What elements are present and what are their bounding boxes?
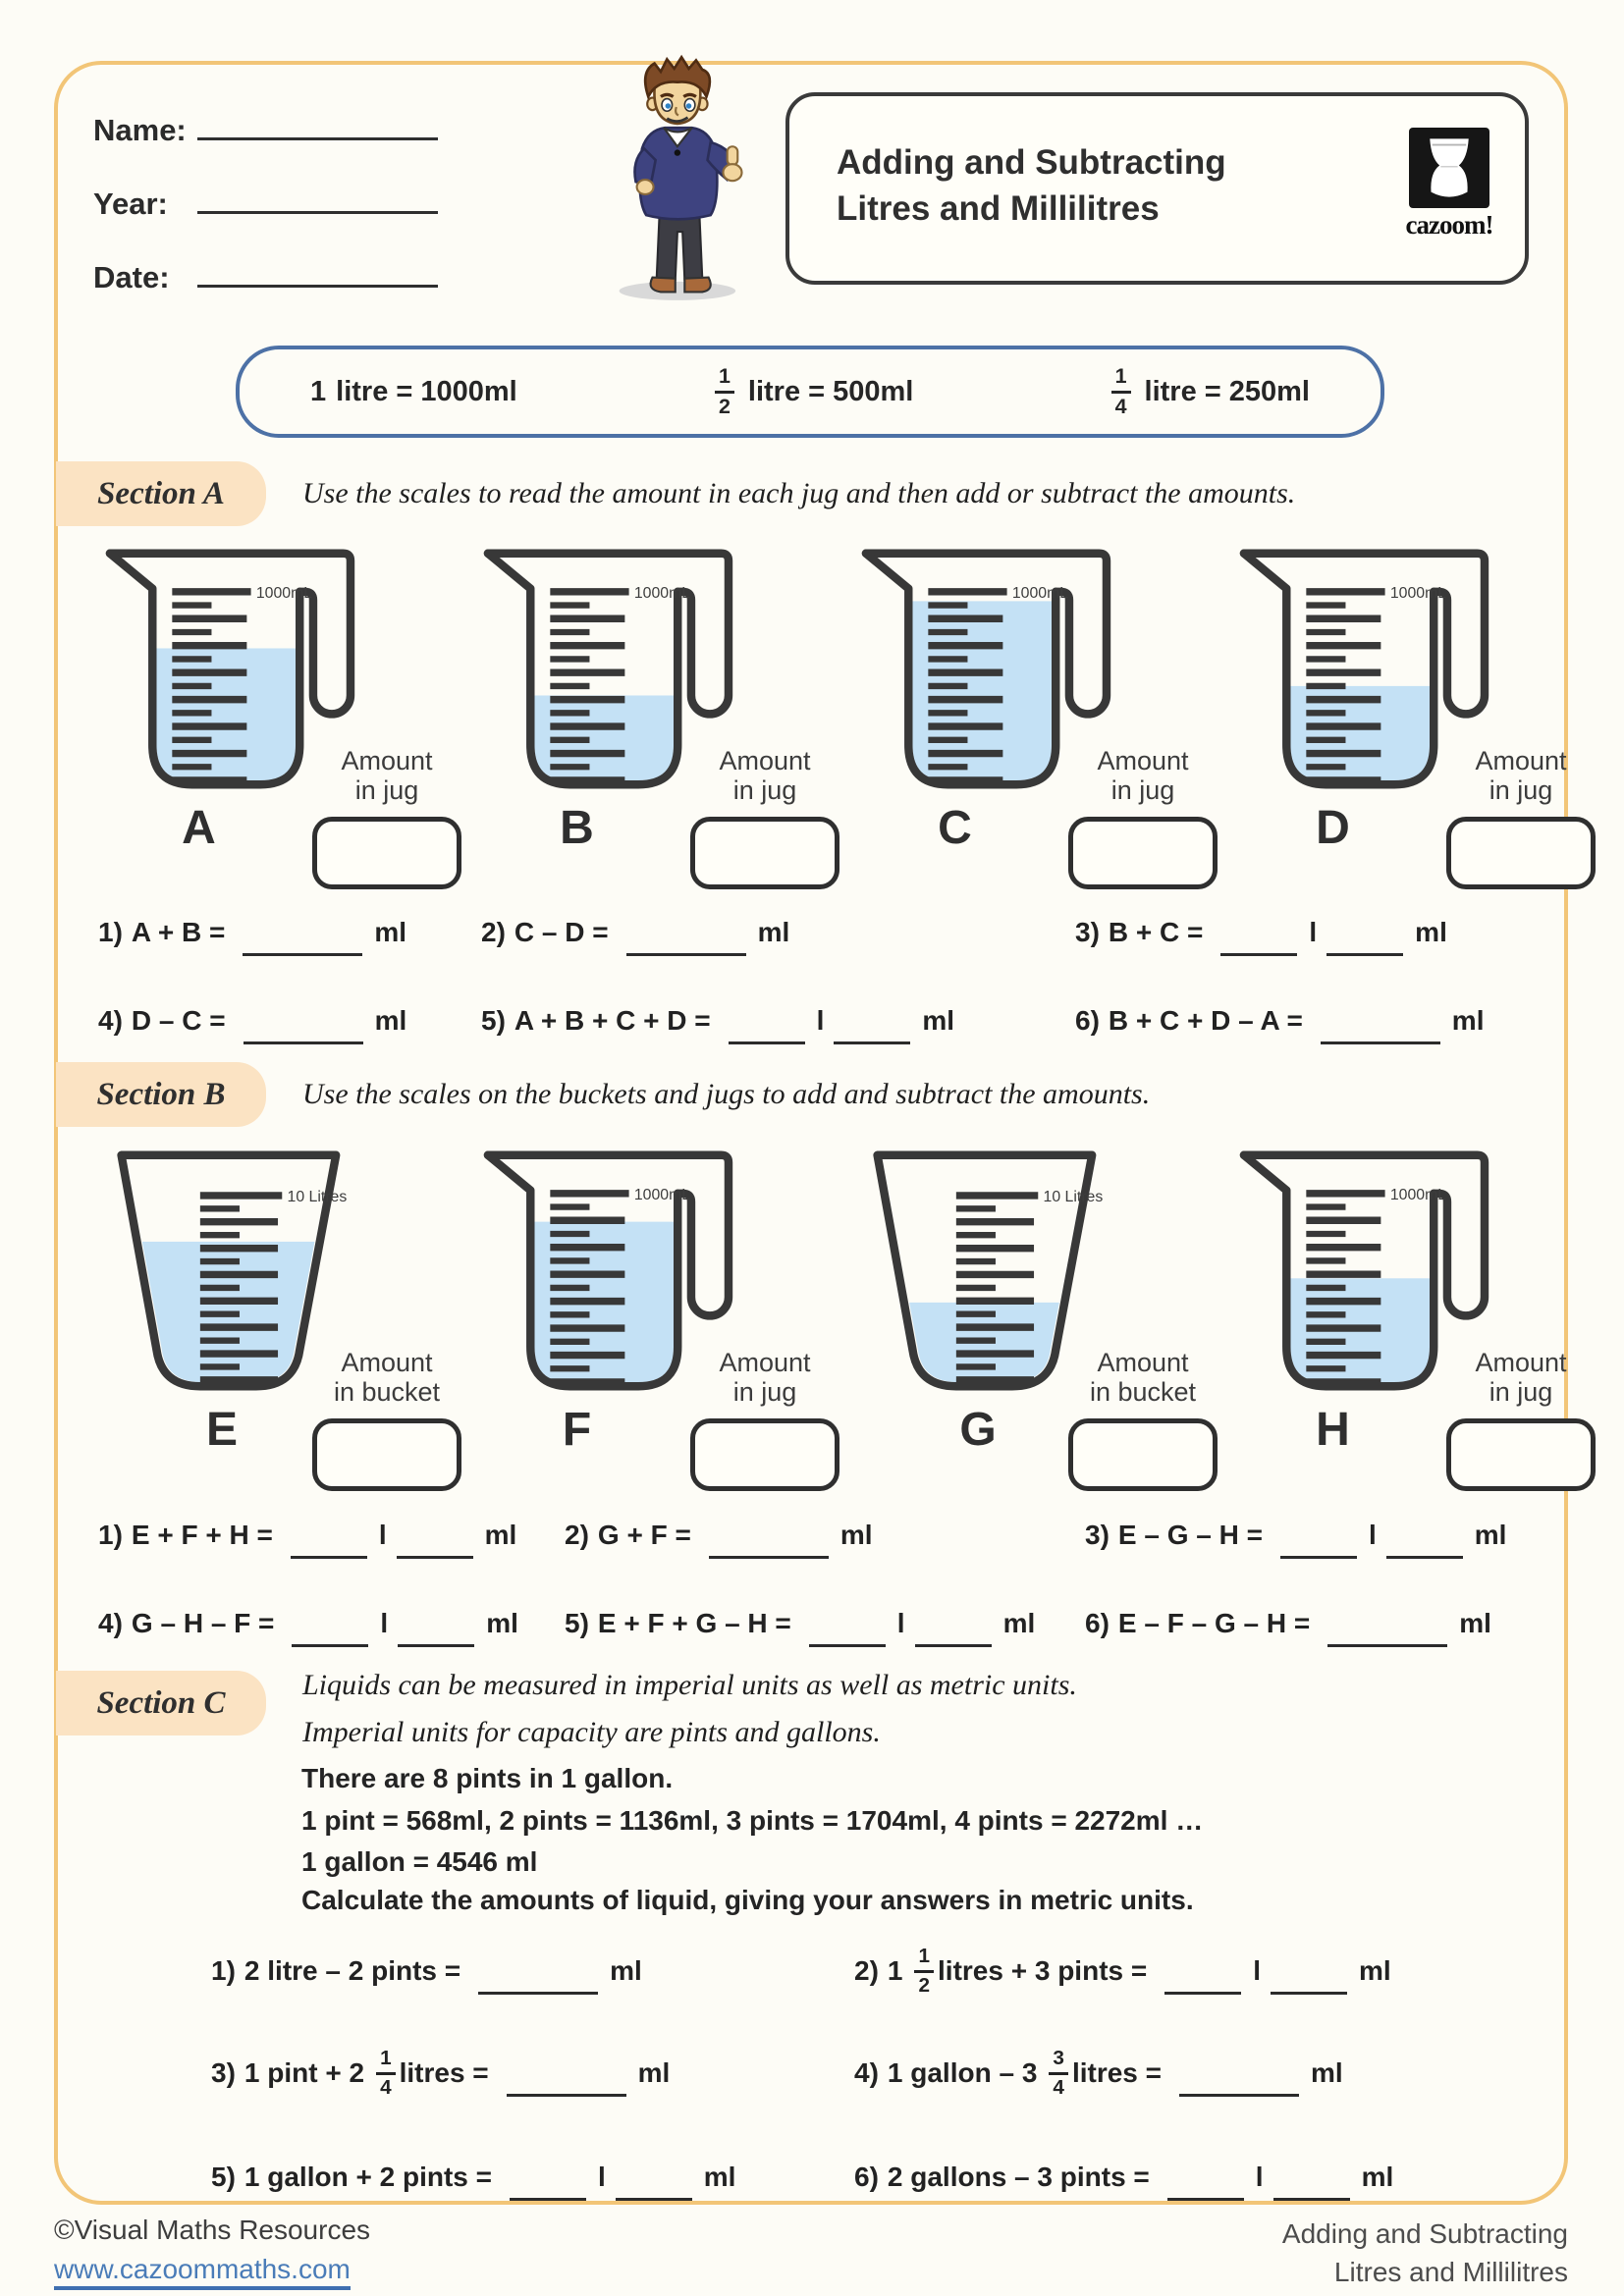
- amount-input-box[interactable]: [312, 1418, 461, 1491]
- fact-line-3: 1 gallon = 4546 ml: [301, 1846, 538, 1878]
- question: [1085, 1504, 1522, 1567]
- footer-right: [1282, 2215, 1568, 2291]
- question-number: 2): [481, 917, 506, 947]
- worksheet-title: [837, 139, 1226, 233]
- amount-label: Amount in bucket: [333, 1347, 441, 1407]
- question-text: E + F + H =: [131, 1520, 273, 1550]
- vessel-H: [1227, 1142, 1605, 1495]
- question-text: 1 pint + 2: [244, 2057, 365, 2088]
- question-number: 2): [565, 1520, 589, 1550]
- answer-blank-litres[interactable]: [729, 1012, 805, 1044]
- question: [854, 1940, 1561, 2002]
- amount-label: Amount in jug: [1097, 745, 1189, 805]
- fact-line-1: There are 8 pints in 1 gallon.: [301, 1763, 674, 1793]
- vessel-letter: A: [182, 802, 216, 854]
- answer-blank-litres[interactable]: [291, 1526, 367, 1559]
- question-number: 3): [1085, 1520, 1110, 1550]
- amount-area: [312, 1348, 461, 1491]
- answer-blank[interactable]: [1179, 2064, 1299, 2097]
- vessel-letter: B: [560, 802, 594, 854]
- question-text: A + B + C + D =: [514, 1005, 711, 1036]
- unit-label: l: [816, 1005, 825, 1036]
- date-field-row: [93, 251, 438, 295]
- answer-blank-litres[interactable]: [292, 1615, 368, 1647]
- answer-blank[interactable]: [1321, 1012, 1440, 1044]
- section-c-tab: Section C: [56, 1671, 266, 1735]
- fraction: $\frac{1}{4}$: [1111, 366, 1131, 417]
- question-text: 2 gallons – 3 pints =: [887, 2162, 1150, 2192]
- question-number: 1): [211, 1955, 236, 1986]
- section-c-questions-row2: [211, 2042, 1561, 2105]
- unit-label: ml: [484, 1520, 517, 1550]
- answer-blank-litres[interactable]: [1220, 924, 1297, 956]
- answer-blank-ml[interactable]: [398, 1615, 474, 1647]
- name-label: Name:: [93, 113, 187, 147]
- fraction: $\frac{3}{4}$: [1049, 2049, 1068, 2098]
- footer-doc-line-2: Litres and Millilitres: [1333, 2257, 1568, 2288]
- answer-blank-litres[interactable]: [1164, 1962, 1241, 1995]
- answer-blank-ml[interactable]: [834, 1012, 910, 1044]
- unit-label: l: [1253, 1955, 1261, 1986]
- website-link[interactable]: www.cazoommaths.com: [54, 2254, 351, 2290]
- question: [1085, 1592, 1522, 1655]
- fraction: $\frac{1}{2}$: [914, 1947, 934, 1996]
- question-number: 6): [1085, 1608, 1110, 1638]
- answer-blank-litres[interactable]: [1167, 2168, 1244, 2201]
- answer-blank[interactable]: [243, 924, 362, 956]
- question-text: E + F + G – H =: [597, 1608, 791, 1638]
- amount-area: [690, 746, 839, 889]
- unit-label: ml: [757, 917, 790, 947]
- question-number: 1): [98, 1520, 123, 1550]
- title-line-1: Adding and Subtracting: [837, 143, 1226, 182]
- question-number: 6): [854, 2162, 879, 2192]
- amount-input-box[interactable]: [1446, 817, 1596, 889]
- unit-label: ml: [839, 1520, 873, 1550]
- vessel-letter: F: [562, 1404, 592, 1456]
- question-number: 5): [481, 1005, 506, 1036]
- question: [481, 989, 1075, 1052]
- vessel-F: [471, 1142, 849, 1495]
- unit-label: ml: [374, 917, 407, 947]
- unit-label: ml: [1359, 1955, 1391, 1986]
- question: [481, 901, 1075, 964]
- answer-blank-litres[interactable]: [1280, 1526, 1357, 1559]
- question-number: 4): [98, 1608, 123, 1638]
- question: [98, 989, 481, 1052]
- section-a-tab: Section A: [56, 461, 266, 526]
- answer-blank-ml[interactable]: [1386, 1526, 1463, 1559]
- section-a-questions-row1: [98, 901, 1522, 964]
- question: [565, 1504, 1085, 1567]
- answer-blank-ml[interactable]: [1271, 1962, 1347, 1995]
- section-b-tab: Section B: [56, 1062, 266, 1127]
- question-text: litres =: [1071, 2057, 1162, 2088]
- amount-area: [1446, 1348, 1596, 1491]
- section-b-instruction: Use the scales on the buckets and jugs to add and subtract the amounts.: [302, 1078, 1151, 1110]
- svg-text:1000mL: 1000mL: [1011, 585, 1069, 603]
- answer-blank[interactable]: [244, 1012, 363, 1044]
- question-number: 3): [211, 2057, 236, 2088]
- section-b-questions-row1: [98, 1504, 1522, 1567]
- question-number: 4): [854, 2057, 879, 2088]
- unit-label: ml: [610, 1955, 642, 1986]
- svg-text:10 Litres: 10 Litres: [287, 1189, 348, 1206]
- conversion-key-box: [236, 346, 1384, 438]
- answer-blank-ml[interactable]: [1273, 2168, 1350, 2201]
- unit-label: l: [1368, 1520, 1377, 1550]
- question-number: 5): [211, 2162, 236, 2192]
- vessel-letter: H: [1316, 1404, 1350, 1456]
- unit-label: l: [896, 1608, 905, 1638]
- question-text: G + F =: [597, 1520, 691, 1550]
- unit-label: ml: [1451, 1005, 1485, 1036]
- question: [565, 1592, 1085, 1655]
- name-field-row: [93, 104, 438, 148]
- amount-label: Amount in jug: [719, 745, 811, 805]
- answer-blank[interactable]: [709, 1526, 829, 1559]
- amount-input-box[interactable]: [312, 817, 461, 889]
- unit-label: l: [378, 1520, 387, 1550]
- year-label: Year:: [93, 187, 168, 221]
- cazoom-logo: [1395, 128, 1503, 240]
- footer-left: [54, 2215, 370, 2290]
- question: [854, 2042, 1561, 2105]
- question-text: B + C + D – A =: [1108, 1005, 1303, 1036]
- question-number: 3): [1075, 917, 1100, 947]
- answer-blank-ml[interactable]: [397, 1526, 473, 1559]
- question-text: E – F – G – H =: [1117, 1608, 1311, 1638]
- question: [211, 2146, 854, 2209]
- svg-text:1000mL: 1000mL: [633, 585, 691, 603]
- name-input-line[interactable]: [197, 104, 438, 140]
- amount-label: Amount in jug: [341, 745, 433, 805]
- unit-label: ml: [1002, 1608, 1036, 1638]
- section-b-vessels: [93, 1142, 1605, 1495]
- answer-blank[interactable]: [626, 924, 746, 956]
- question-text: C – D =: [514, 917, 609, 947]
- amount-label: Amount in bucket: [1089, 1347, 1197, 1407]
- amount-input-box[interactable]: [1068, 817, 1218, 889]
- fact-line-2: 1 pint = 568ml, 2 pints = 1136ml, 3 pints = 1704ml, 4 pints = 2272ml …: [301, 1804, 1204, 1836]
- question-text: B + C =: [1108, 917, 1204, 947]
- section-a-vessels: [93, 540, 1605, 893]
- unit-label: l: [597, 2162, 606, 2192]
- answer-blank[interactable]: [478, 1962, 598, 1995]
- title-box: [785, 92, 1529, 285]
- key-fact: 1 litre = 1000ml: [310, 375, 517, 407]
- unit-label: l: [1255, 2162, 1264, 2192]
- unit-label: ml: [486, 1608, 518, 1638]
- key-fact: $\frac{1}{4}$ litre = 250ml: [1108, 366, 1310, 417]
- unit-label: l: [1309, 917, 1318, 947]
- question-text: 1 gallon + 2 pints =: [244, 2162, 492, 2192]
- vessel-letter: C: [938, 802, 972, 854]
- amount-input-box[interactable]: [1446, 1418, 1596, 1491]
- section-b-questions-row2: [98, 1592, 1522, 1655]
- answer-blank-ml[interactable]: [1326, 924, 1403, 956]
- unit-label: ml: [1474, 1520, 1507, 1550]
- vessel-G: [849, 1142, 1227, 1495]
- amount-area: [312, 746, 461, 889]
- amount-input-box[interactable]: [690, 1418, 839, 1491]
- svg-text:1000mL: 1000mL: [633, 1187, 691, 1204]
- question: [1075, 901, 1522, 964]
- question: [98, 1504, 565, 1567]
- fraction: $\frac{1}{2}$: [715, 366, 734, 417]
- question-text: G – H – F =: [131, 1608, 275, 1638]
- amount-area: [1068, 746, 1218, 889]
- unit-label: l: [380, 1608, 389, 1638]
- question: [211, 1940, 854, 2002]
- amount-label: Amount in jug: [1475, 1347, 1567, 1407]
- question: [211, 2042, 854, 2105]
- imperial-facts: [301, 1758, 1203, 1884]
- amount-input-box[interactable]: [1068, 1418, 1218, 1491]
- copyright-text: ©Visual Maths Resources: [54, 2215, 371, 2245]
- vessel-letter: E: [205, 1404, 238, 1456]
- answer-blank-ml[interactable]: [616, 2168, 692, 2201]
- question-text: D – C =: [131, 1005, 226, 1036]
- cartoon-boy-icon: [571, 53, 787, 302]
- unit-label: ml: [1361, 2162, 1394, 2192]
- question-text: 1 gallon – 3: [887, 2057, 1038, 2088]
- question: [854, 2146, 1561, 2209]
- svg-text:1000mL: 1000mL: [1389, 1187, 1447, 1204]
- amount-area: [1446, 746, 1596, 889]
- amount-input-box[interactable]: [690, 817, 839, 889]
- amount-area: [1068, 1348, 1218, 1491]
- cazoom-logo-icon: [1409, 128, 1489, 208]
- vessel-D: [1227, 540, 1605, 893]
- unit-label: ml: [1415, 917, 1447, 947]
- unit-label: ml: [703, 2162, 736, 2192]
- answer-blank-litres[interactable]: [809, 1615, 886, 1647]
- year-field-row: [93, 178, 438, 222]
- question-number: 1): [98, 917, 123, 947]
- question: [98, 1592, 565, 1655]
- answer-blank-litres[interactable]: [510, 2168, 586, 2201]
- unit-label: ml: [374, 1005, 407, 1036]
- section-c-instruction-2: Imperial units for capacity are pints and gallons.: [302, 1716, 881, 1748]
- answer-blank-ml[interactable]: [915, 1615, 992, 1647]
- question: [98, 901, 481, 964]
- amount-area: [690, 1348, 839, 1491]
- svg-text:10 Litres: 10 Litres: [1043, 1189, 1104, 1206]
- date-input-line[interactable]: [197, 251, 438, 288]
- question-number: 2): [854, 1955, 879, 1986]
- svg-text:1000mL: 1000mL: [1389, 585, 1447, 603]
- answer-blank[interactable]: [1327, 1615, 1447, 1647]
- amount-label: Amount in jug: [719, 1347, 811, 1407]
- question-text: litres =: [399, 2057, 489, 2088]
- question-text: E – G – H =: [1117, 1520, 1263, 1550]
- question-text: 2 litre – 2 pints =: [244, 1955, 461, 1986]
- unit-label: ml: [1459, 1608, 1491, 1638]
- date-label: Date:: [93, 260, 170, 294]
- question-number: 6): [1075, 1005, 1100, 1036]
- year-input-line[interactable]: [197, 178, 438, 214]
- key-fact: $\frac{1}{2}$ litre = 500ml: [711, 366, 913, 417]
- title-line-2: Litres and Millilitres: [837, 189, 1160, 229]
- vessel-letter: D: [1316, 802, 1350, 854]
- question-text: A + B =: [131, 917, 226, 947]
- question-text: litres + 3 pints =: [938, 1955, 1148, 1986]
- section-a-questions-row2: [98, 989, 1522, 1052]
- svg-text:1000mL: 1000mL: [255, 585, 313, 603]
- question-number: 5): [565, 1608, 589, 1638]
- section-a-instruction: Use the scales to read the amount in each jug and then add or subtract the amounts.: [302, 477, 1296, 509]
- question-number: 4): [98, 1005, 123, 1036]
- unit-label: ml: [637, 2057, 671, 2088]
- vessel-B: [471, 540, 849, 893]
- unit-label: ml: [1311, 2057, 1343, 2088]
- section-c-questions-row3: [211, 2146, 1561, 2209]
- section-c-instruction-1: Liquids can be measured in imperial units as well as metric units.: [302, 1669, 1077, 1701]
- vessel-letter: G: [959, 1404, 997, 1456]
- question-text: 1: [887, 1955, 903, 1986]
- question: [1075, 989, 1522, 1052]
- student-fields: [93, 104, 438, 325]
- amount-label: Amount in jug: [1475, 745, 1567, 805]
- cazoom-logo-text: cazoom!: [1405, 210, 1493, 240]
- footer-doc-line-1: Adding and Subtracting: [1281, 2218, 1568, 2249]
- unit-label: ml: [922, 1005, 955, 1036]
- answer-blank[interactable]: [507, 2064, 626, 2097]
- section-c-questions-row1: [211, 1940, 1561, 2002]
- calc-instruction: Calculate the amounts of liquid, giving your answers in metric units.: [301, 1885, 1194, 1915]
- vessel-E: [93, 1142, 471, 1495]
- vessel-A: [93, 540, 471, 893]
- vessel-C: [849, 540, 1227, 893]
- fraction: $\frac{1}{4}$: [376, 2049, 396, 2098]
